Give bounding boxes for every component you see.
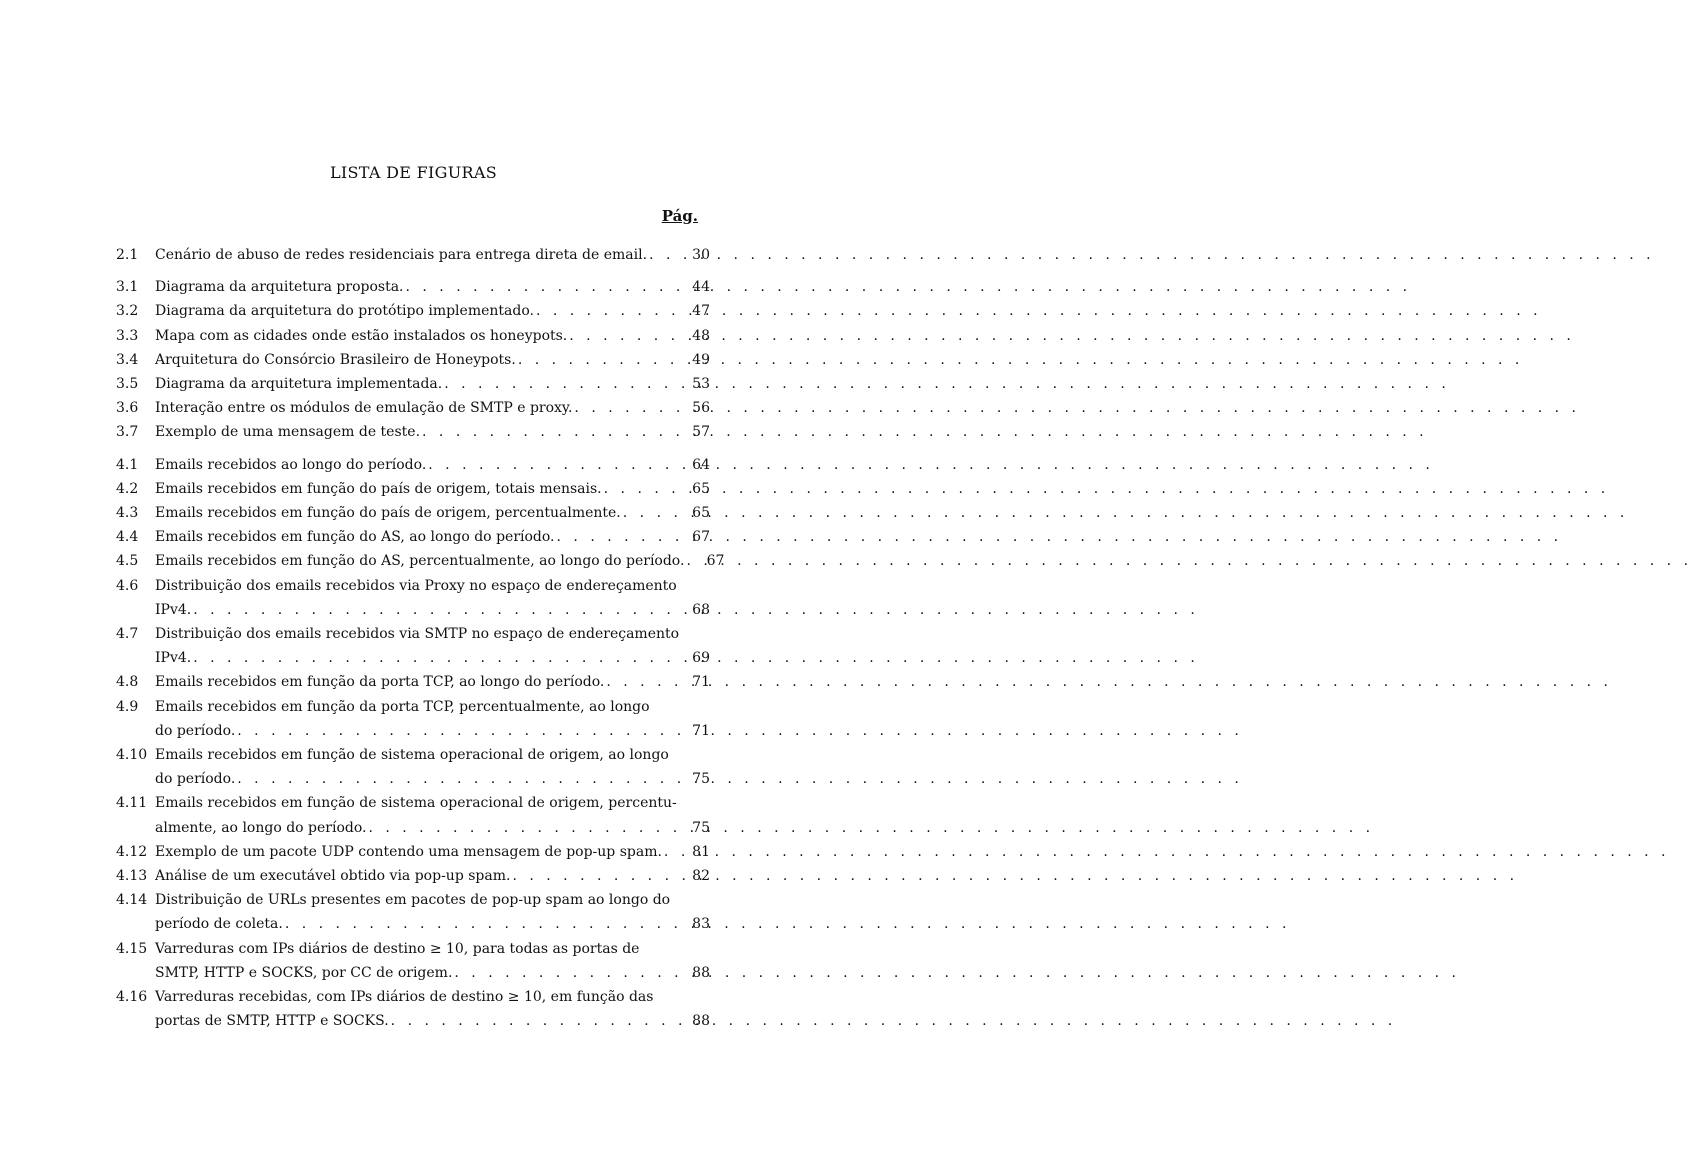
figure-number: 4.8 [116,674,139,691]
figure-number: 4.3 [116,505,139,522]
figure-entry[interactable] [116,985,710,1033]
figure-page-number: 53 [692,376,710,393]
figure-caption: Varreduras com IPs diários de destino ≥ 10, para todas as portas de [155,940,640,957]
figure-page-number: 56 [692,400,710,417]
figure-entry[interactable] [116,477,710,501]
figure-caption: Varreduras recebidas, com IPs diários de destino ≥ 10, em função das [155,989,654,1006]
figure-page-number: 69 [692,650,710,667]
figure-number: 4.12 [116,843,148,860]
dot-leader [534,299,684,323]
figure-page-number: 47 [692,303,710,320]
figure-caption: Distribuição de URLs presentes em pacotes de pop-up spam ao longo do [155,892,671,909]
figure-number: 4.7 [116,626,139,643]
figure-page-number: 71 [692,722,710,739]
dot-leader [621,501,684,525]
figure-number: 2.1 [116,247,139,263]
figure-number: 4.4 [116,529,139,546]
dot-leader [604,670,684,694]
dot-leader [510,864,684,888]
figure-caption: Interação entre os módulos de emulação de SMTP e proxy. [155,400,573,417]
figure-entry[interactable] [116,574,710,622]
figure-caption: do período. [155,722,236,739]
figure-page-number: 88 [692,1013,710,1030]
figure-page-number: 81 [692,843,710,860]
figure-caption: Emails recebidos em função do AS, percentualmente, ao longo do período. [155,553,685,570]
figure-entry[interactable] [116,670,710,694]
figure-page-number: 48 [692,327,710,344]
dot-leader [404,275,685,299]
figure-entry[interactable] [116,299,710,323]
figure-page-number: 83 [692,916,710,933]
figure-page-number: 67 [706,553,725,570]
figure-entry[interactable] [116,695,710,743]
figure-caption: período de coleta. [155,916,283,933]
figure-number: 3.4 [116,351,139,368]
figure-number: 4.1 [116,456,139,473]
figure-entry[interactable] [116,420,710,444]
figure-caption: Emails recebidos em função do AS, ao longo do período. [155,529,555,546]
figure-entry[interactable] [116,840,710,864]
figure-page-number: 75 [692,771,710,788]
figure-list [116,243,725,1034]
dot-leader [235,767,684,791]
figure-entry[interactable] [116,743,710,791]
figure-entry[interactable] [116,937,710,985]
figure-page-number: 30 [692,247,710,263]
figure-page-number: 49 [692,351,710,368]
figure-entry[interactable] [116,453,710,477]
figure-number: 3.1 [116,279,139,296]
dot-leader [283,912,684,936]
page-column-header: Pág. [661,207,698,225]
figure-entry[interactable] [116,549,725,573]
dot-leader [235,719,684,743]
figure-entry[interactable] [116,501,710,525]
dot-leader [555,525,684,549]
figure-caption: Emails recebidos em função do país de origem, totais mensais. [155,480,602,497]
figure-entry[interactable] [116,888,710,936]
dot-leader [602,477,684,501]
figure-entry[interactable] [116,348,710,372]
figure-number: 4.6 [116,577,139,594]
figure-number: 4.9 [116,698,139,715]
figure-number: 3.7 [116,424,139,441]
figure-entry[interactable] [116,275,710,299]
figure-caption: Arquitetura do Consórcio Brasileiro de Honeypots. [155,351,516,368]
figure-entry[interactable] [116,372,710,396]
figure-caption: Cenário de abuso de redes residenciais para entrega direta de email. [155,247,648,263]
figure-caption: portas de SMTP, HTTP e SOCKS. [155,1013,389,1030]
figure-caption: Diagrama da arquitetura proposta. [155,279,404,296]
figure-caption: Emails recebidos em função de sistema operacional de origem, ao longo [155,747,669,764]
figure-page-number: 64 [692,456,710,473]
figure-page-number: 67 [692,529,710,546]
dot-leader [567,324,684,348]
figure-page-number: 82 [692,868,710,885]
dot-leader [426,453,684,477]
figure-entry[interactable] [116,324,710,348]
page-title: LISTA DE FIGURAS [330,163,497,182]
figure-number: 3.3 [116,327,139,344]
figure-page-number: 65 [692,480,710,497]
figure-caption: Diagrama da arquitetura implementada. [155,376,443,393]
figure-number: 4.2 [116,480,139,497]
figure-number: 4.5 [116,553,139,570]
figure-caption: Emails recebidos em função da porta TCP, percentualmente, ao longo [155,698,650,715]
figure-entry[interactable] [116,791,710,839]
figure-entry[interactable] [116,243,710,267]
dot-leader [452,961,684,985]
figure-caption: Emails recebidos ao longo do período. [155,456,427,473]
figure-page-number: 71 [692,674,710,691]
dot-leader [684,549,698,573]
figure-number: 3.2 [116,303,139,320]
figure-number: 4.11 [116,795,148,812]
figure-number: 4.14 [116,892,148,909]
figure-number: 4.10 [116,747,148,764]
dot-leader [516,348,684,372]
dot-leader [191,598,684,622]
figure-caption: Distribuição dos emails recebidos via SMTP no espaço de endereçamento [155,626,680,643]
figure-caption: Emails recebidos em função de sistema operacional de origem, percentu- [155,795,677,812]
dot-leader [442,372,684,396]
figure-number: 3.5 [116,376,139,393]
figure-caption: IPv4. [155,650,192,667]
figure-number: 4.15 [116,940,148,957]
figure-caption: Emails recebidos em função da porta TCP, ao longo do período. [155,674,605,691]
figure-entry[interactable] [116,396,710,420]
dot-leader [389,1009,684,1033]
figure-caption: Emails recebidos em função do país de origem, percentualmente. [155,505,621,522]
figure-page-number: 75 [692,819,710,836]
figure-entry[interactable] [116,622,710,670]
figure-caption: IPv4. [155,601,192,618]
figure-page-number: 65 [692,505,710,522]
figure-entry[interactable] [116,864,710,888]
figure-page-number: 68 [692,601,710,618]
figure-caption: SMTP, HTTP e SOCKS, por CC de origem. [155,964,453,981]
figure-caption: Análise de um executável obtido via pop-up spam. [155,868,511,885]
figure-caption: Mapa com as cidades onde estão instalados os honeypots. [155,327,568,344]
figure-entry[interactable] [116,525,710,549]
dot-leader [662,840,684,864]
figure-caption: Distribuição dos emails recebidos via Proxy no espaço de endereçamento [155,577,677,594]
figure-caption: do período. [155,771,236,788]
dot-leader [420,420,684,444]
figure-caption: Diagrama da arquitetura do protótipo implementado. [155,303,534,320]
figure-number: 3.6 [116,400,139,417]
figure-caption: Exemplo de um pacote UDP contendo uma mensagem de pop-up spam. [155,843,662,860]
dot-leader [572,396,684,420]
figure-caption: Exemplo de uma mensagem de teste. [155,424,421,441]
figure-number: 4.16 [116,989,148,1006]
figure-number: 4.13 [116,868,148,885]
figure-page-number: 44 [692,279,710,296]
figure-page-number: 88 [692,964,710,981]
dot-leader [647,243,684,267]
figure-page-number: 57 [692,424,710,441]
dot-leader [366,816,684,840]
dot-leader [191,646,684,670]
figure-caption: almente, ao longo do período. [155,819,367,836]
